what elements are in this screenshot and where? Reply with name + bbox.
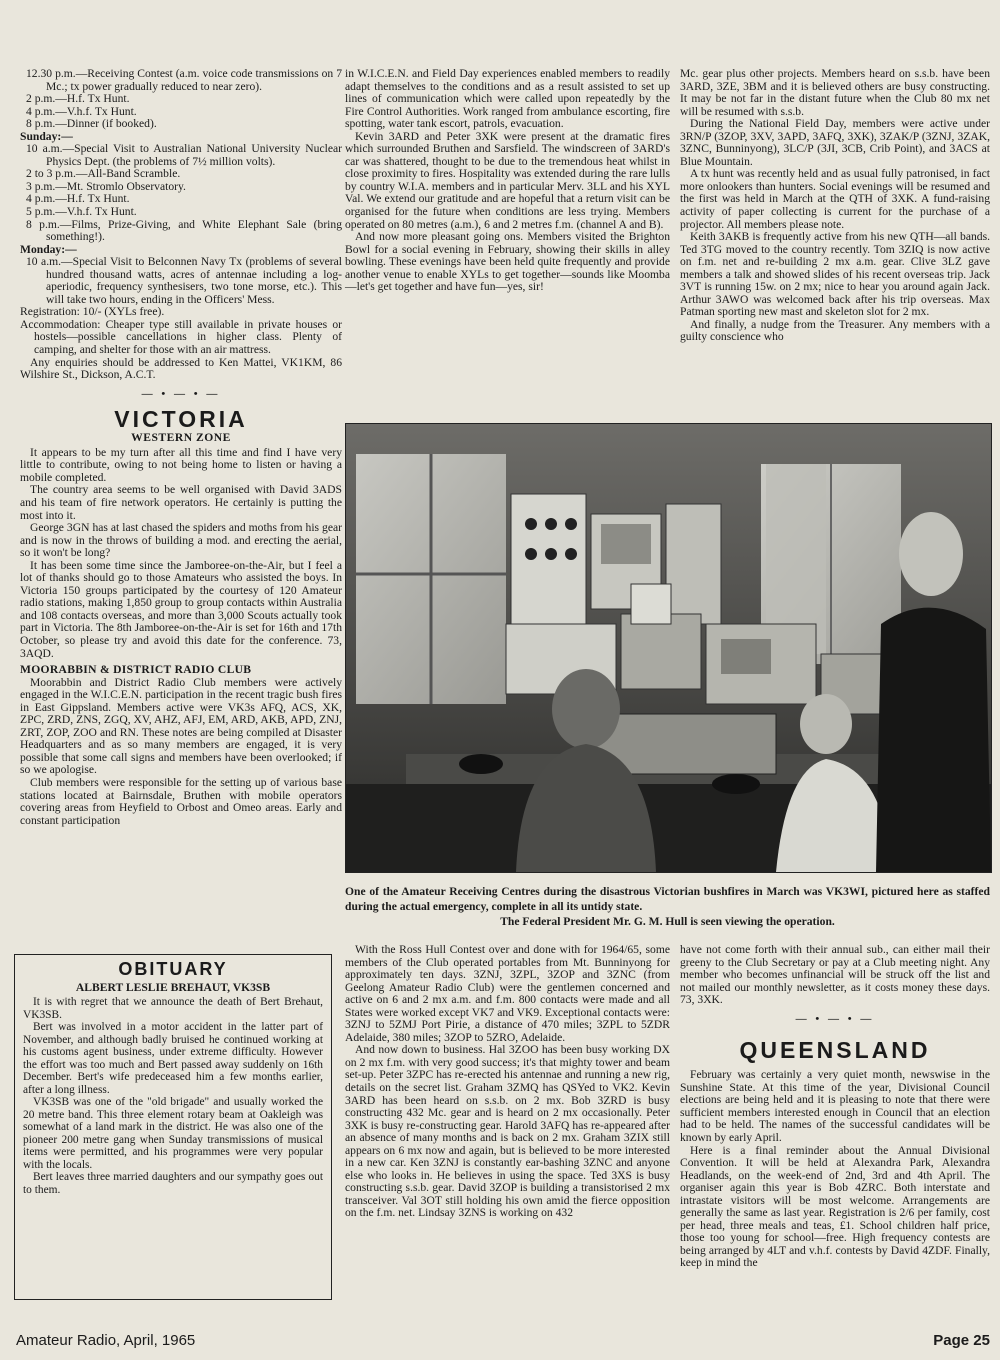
paragraph: Club members were responsible for the setting up of various base stations located at Bairnsdale, Bruthen with mobile operators covering areas from Heyfield to Orbost and Omeo areas. Early and constant participation <box>20 775 342 827</box>
page-footer <box>16 1332 990 1356</box>
paragraph: Moorabbin and District Radio Club members were actively engaged in the W.I.C.E.N. participation in the recent tragic bush fires in East Gippsland. Members active were VK3s AFQ, ACS, XK, ZPC, ZRD, ZNS, ZGQ, XV, AHZ, AFJ, EM, ARD, AKB, APD, ZNJ, ZRT, ZOP, ZOO and RN. These notes are being compiled at Disaster Headquarters and as so many members are engaged, it is very possible that some call signs and members have been overlooked; if so we apologise. <box>20 675 342 777</box>
paragraph: During the National Field Day, members were active under 3RN/P (3ZOP, 3XV, 3APD, 3AFQ, 3XK), 3ZAK/P (3ZNJ, 3ZAK, 3ZNC, Bunninyong), 3LC/P (3JI, 3CB, Crib Point), and 3ACS at Blue Mountain. <box>680 117 990 168</box>
schedule-item: 2 to 3 p.m.—All-Band Scramble. <box>26 167 181 181</box>
schedule-item: 10 a.m.—Special Visit to Belconnen Navy Tx (problems of several hundred thousand watts, acres of antennae including a log-aperiodic, frequency synthesisers, two tone morse, etc.). This will take two hours, ending in the Officers' Mess. <box>26 255 342 306</box>
paragraph: have not come forth with their annual sub., can either mail their greeny to the Club Secretary or pay at a Club meeting night. Any member who becomes unfinancial will be struck off the list and not mailed our monthly newsletter, as it costs money these days. 73, 3XK. <box>680 943 990 1007</box>
schedule-item: 8 p.m.—Dinner (if booked). <box>26 117 157 131</box>
column-right-bottom <box>680 944 990 1270</box>
page-number: Page 25 <box>933 1332 990 1349</box>
paragraph: George 3GN has at last chased the spiders and moths from his gear and is now in the throws of building a mod. and erecting the aerial, so it won't be long? <box>20 521 342 560</box>
paragraph: And now down to business. Hal 3ZOO has been busy working DX on 2 mx f.m. with very good success; it's that mighty tower and beam set-up. Peter 3ZPC has re-erected his antennae and running a new rig, details on the secret list. Graham 3ZMQ has QSYed to VK2. Kevin 3ARD has been heard on s.s.b. on 2 mx. Bob 3ZRD is busy constructing 432 Mc. gear and is heard on 2 mx occasionally. Peter 3XK is busy re-constructing gear. Harold 3AFQ has re-appeared after an absence of many months and is back on 2 mx. Graham 3ZIX still appears on 6 mx now and again, but is believed to be more interested in a new car. Ken 3ZNJ is constantly ear-bashing 3ZNC and anyone else who looks in. He believes in using the space. Ted 3XS is busy constructing s.s.b. gear. David 3ZOP is building a transistorised 2 mx transceiver. Val 3OT still holding his own amid the fierce opposition on the f.m. net. Lindsay 3ZNS is working on 432 <box>345 1043 670 1220</box>
schedule-day-heading: Monday:— <box>20 242 77 256</box>
paragraph: And now more pleasant going ons. Members visited the Brighton Bowl for a social evening in February, showing their skills in alley bowling. These evenings have been held quite frequently and provide another venue to enable XYLs to get together—sounds like Moomba—let's get together and have fun—yes, sir! <box>345 230 670 294</box>
photo-illustration <box>346 424 991 872</box>
paragraph: It has been some time since the Jamboree-on-the-Air, but I feel a lot of thanks should go to those Amateurs who assisted the boys. In Victoria 150 groups participated by the courtesy of 120 Amateur radio stations, making 1,850 group to group contacts within Australia and 108 contacts overseas, and more than 3,000 Scouts actually took part in Victoria. The 8th Jamboree-on-the-Air is set for 16th and 17th October, so please try and avoid this date for the conference. 73, 3AQD. <box>20 558 342 660</box>
schedule-item: 5 p.m.—V.h.f. Tx Hunt. <box>26 205 137 219</box>
paragraph: Keith 3AKB is frequently active from his new QTH—all bands. Ted 3TG moved to the country recently. Tom 3ZIQ is now active on f.m. net and re-building 2 mx a.m. gear. Clive 3LZ gave members a talk and showed slides of his recent overseas trip. Jack 3VT is running 15w. on 2 mx; nice to hear you around again Jack. Arthur 3AWO was welcomed back after his trip overseas. Max Patman sporting new mast and skeleton slot for 2 mx. <box>680 230 990 319</box>
radio-station-photo <box>345 423 992 873</box>
schedule-item: 3 p.m.—Mt. Stromlo Observatory. <box>26 179 186 193</box>
paragraph: Bert leaves three married daughters and our sympathy goes out to them. <box>23 1171 323 1196</box>
paragraph: Kevin 3ARD and Peter 3XK were present at the dramatic fires which surrounded Bruthen and Sarsfield. The windscreen of 3ARD's car was shattered, thought to be due to the tremendous heat whilst in close proximity to fires. Hospitality was extended during the rare lulls by country W.I.A. members and in particular Merv. 3LL and his XYL Val. We extend our gratitude and are hopeful that a return visit can be organised for the future when conditions are less trying. Members operated on 80 metres (a.m.), 6 and 2 metres f.m. (channel A and B). <box>345 129 670 231</box>
queensland-heading: QUEENSLAND <box>739 1037 931 1064</box>
paragraph: in W.I.C.E.N. and Field Day experiences enabled members to readily adapt themselves to the conditions and as a result assisted to set up lines of communication which were called upon repeatedly by the Fire Control Authorities. Work ranged from ambulance escorting, fire spotting, water tank escort, patrols, evacuation. <box>345 67 670 131</box>
paragraph: Bert was involved in a motor accident in the latter part of November, and although badly bruised he continued working at his customs agent business, under extreme difficulty. However the effort was too much and Bert passed away suddenly on 16th December. Bert's wife predeceased him a few months earlier, after a long illness. <box>23 1021 323 1096</box>
caption-line: One of the Amateur Receiving Centres during the disastrous Victorian bushfires in March was VK3WI, pictured here as staffed during the actual emergency, complete in all its untidy state. <box>345 885 990 913</box>
paragraph: With the Ross Hull Contest over and done with for 1964/65, some members of the Club operated portables from Mt. Bunninyong for approximately ten days. 3ZNJ, 3ZPL, 3ZOP and 3ZNC (from Geelong Amateur Radio Club) were the gentlemen concerned and active on 6 and 2 mx a.m. and f.m. 800 contacts were made and all States were worked except VK7 and VK9. Exceptional contacts were: 3ZNJ to 5ZMJ Port Pirie, a distance of 470 miles; 3ZPL to 5ZDR Adelaide, 380 miles; 3ZOP to 5ZRO, Adelaide. <box>345 943 670 1044</box>
obituary-name: ALBERT LESLIE BREHAUT, VK3SB <box>75 980 271 994</box>
schedule-item: 2 p.m.—H.f. Tx Hunt. <box>26 92 130 106</box>
paragraph: Mc. gear plus other projects. Members heard on s.s.b. have been 3ARD, 3ZE, 3BM and it is believed others are busy constructing. It may be not far in the distant future when the Club 80 mx net will be resumed with s.s.b. <box>680 67 990 118</box>
paragraph: It appears to be my turn after all this time and find I have very little to contribute, owing to not being home to listen or having a mobile completed. <box>20 445 342 484</box>
photo-caption <box>345 884 990 929</box>
column-middle-bottom <box>345 944 670 1220</box>
section-separator: — • — • — <box>141 387 221 400</box>
paragraph: Here is a final reminder about the Annual Divisional Convention. It will be held at Alexandra Park, Alexandra Headlands, on the week-end of 2nd, 3rd and 4th April. The organiser again this year is Bob 4ZRC. Both interstate and intrastate visitors will be most welcome. Arrangements are generally the same as last year. Registration is 2/6 per family, cost per head, three meals and teas, £1. School children half price, those too young for school—free. High frequency contests are being arranged by 4LT and v.h.f. contests by David 4ZDF. Finally, keep in mind the <box>680 1143 990 1270</box>
publication-name: Amateur Radio, April, 1965 <box>16 1332 196 1349</box>
column-left <box>20 68 342 827</box>
schedule-day-heading: Sunday:— <box>20 129 73 143</box>
victoria-heading: VICTORIA <box>114 406 248 433</box>
convention-schedule <box>20 68 342 357</box>
paragraph: A tx hunt was recently held and as usual fully patronised, in fact more onlookers than hunters. Social evenings will be resumed and the first was held in March at the QTH of 3XK. A fund-raising activity of paper collecting is current for the purchase of a projector. All members please note. <box>680 167 990 231</box>
obituary-heading: OBITUARY <box>118 959 228 979</box>
paragraph: It is with regret that we announce the death of Bert Brehaut, VK3SB. <box>23 996 323 1021</box>
column-right-top <box>680 68 990 344</box>
obituary-box <box>14 954 332 1300</box>
club-heading: MOORABBIN & DISTRICT RADIO CLUB <box>20 663 252 677</box>
paragraph: February was certainly a very quiet month, newswise in the Sunshine State. At this time of the year, Divisional Council elections are being held and it is pleasing to note that there were sufficient members interested enough in Council that an election had to be held. The names of the successful candidates will be known by early April. <box>680 1068 990 1145</box>
schedule-item: 8 p.m.—Films, Prize-Giving, and White Elephant Sale (bring something!). <box>26 217 342 244</box>
paragraph: And finally, a nudge from the Treasurer. Any members with a guilty conscience who <box>680 317 990 344</box>
schedule-item: 10 a.m.—Special Visit to Australian National University Nuclear Physics Dept. (the problems of 7½ million volts). <box>26 142 342 168</box>
accommodation-note: Accommodation: Cheaper type still available in private houses or hostels—possible cancellations in higher class. Plenty of camping, and shelter for those with an air mattress. <box>20 317 342 357</box>
registration-note: Registration: 10/- (XYLs free). <box>20 305 165 319</box>
western-zone-heading: WESTERN ZONE <box>131 431 231 445</box>
section-separator: — • — • — <box>795 1012 875 1025</box>
enquiries-note: Any enquiries should be addressed to Ken Mattei, VK1KM, 86 Wilshire St., Dickson, A.C.T. <box>20 355 342 382</box>
schedule-item: 12.30 p.m.—Receiving Contest (a.m. voice code transmissions on 7 Mc.; tx power gradually reduced to near zero). <box>26 67 342 93</box>
paragraph: The country area seems to be well organised with David 3ADS and his team of fire network operators. He certainly is putting the most into it. <box>20 483 342 522</box>
paragraph: VK3SB was one of the "old brigade" and usually worked the 20 metre band. This three element rotary beam at Oakleigh was somewhat of a land mark in the district. He was also one of the pioneer 200 metre gang when Sunday transmissions of musical items were permitted, and his programmes were very popular with the locals. <box>23 1096 323 1171</box>
column-middle-top <box>345 68 670 294</box>
caption-line: The Federal President Mr. G. M. Hull is seen viewing the operation. <box>500 915 835 928</box>
schedule-item: 4 p.m.—H.f. Tx Hunt. <box>26 192 130 206</box>
schedule-item: 4 p.m.—V.h.f. Tx Hunt. <box>26 104 137 118</box>
